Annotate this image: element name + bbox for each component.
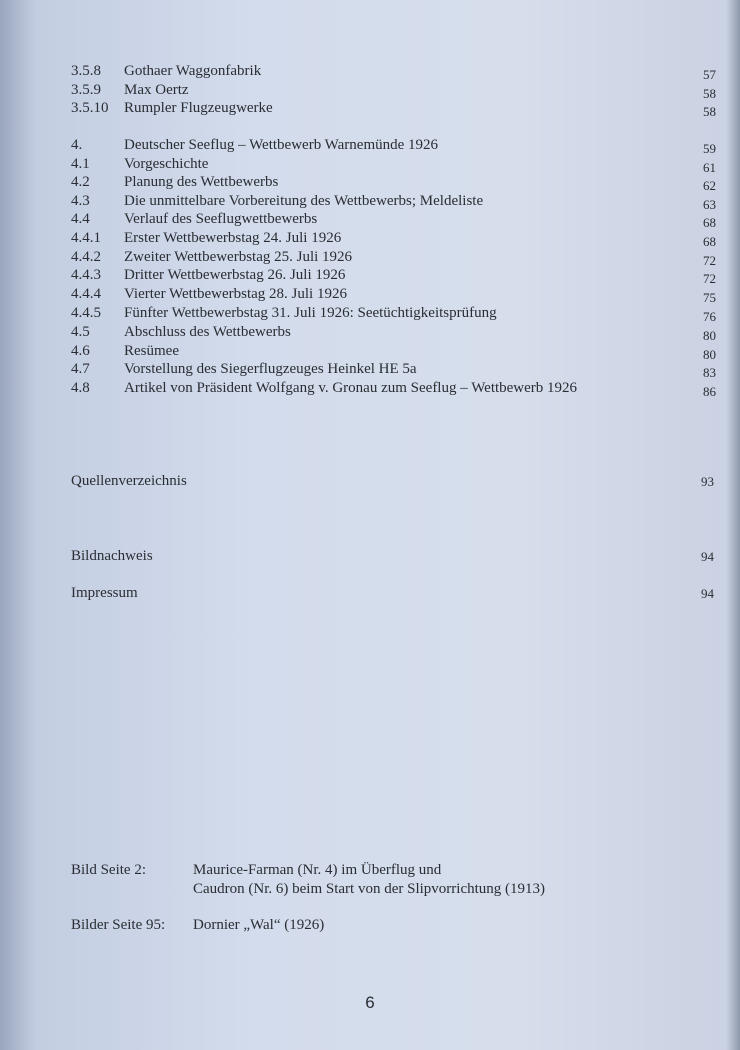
toc-page-number: 63 xyxy=(703,197,716,212)
toc-number: 4.3 xyxy=(71,193,90,209)
toc-entry xyxy=(0,323,740,341)
section-page-number: 94 xyxy=(701,586,714,601)
caption-text: Dornier „Wal“ (1926) xyxy=(193,917,325,933)
toc-title: Max Oertz xyxy=(124,82,189,98)
toc-entry xyxy=(0,173,740,191)
toc-page-number: 61 xyxy=(703,160,716,175)
section-label: Impressum xyxy=(71,585,138,601)
toc-number: 3.5.10 xyxy=(71,100,109,116)
toc-number: 4.5 xyxy=(71,324,90,340)
toc-number: 4. xyxy=(71,137,83,153)
toc-title: Die unmittelbare Vorbereitung des Wettbewerbs; Meldeliste xyxy=(124,193,484,209)
toc-page-number: 72 xyxy=(703,253,716,268)
toc-entry xyxy=(0,81,740,99)
toc-page-number: 83 xyxy=(703,365,716,380)
toc-title: Rumpler Flugzeugwerke xyxy=(124,100,273,116)
toc-title: Planung des Wettbewerbs xyxy=(124,174,279,190)
toc-page-number: 62 xyxy=(703,178,716,193)
toc-title: Abschluss des Wettbewerbs xyxy=(124,324,291,340)
toc-title: Resümee xyxy=(124,343,179,359)
toc-title: Vierter Wettbewerbstag 28. Juli 1926 xyxy=(124,286,347,302)
toc-title: Dritter Wettbewerbstag 26. Juli 1926 xyxy=(124,267,346,283)
toc-page-number: 80 xyxy=(703,347,716,362)
toc-title: Fünfter Wettbewerbstag 31. Juli 1926: Seetüchtigkeitsprüfung xyxy=(124,305,497,321)
section-label: Quellenverzeichnis xyxy=(71,473,187,489)
toc-number: 4.4.2 xyxy=(71,249,101,265)
toc-entry xyxy=(0,360,740,378)
section-page-number: 93 xyxy=(701,474,714,489)
toc-title: Zweiter Wettbewerbstag 25. Juli 1926 xyxy=(124,249,353,265)
toc-entry xyxy=(0,155,740,173)
toc-page-number: 72 xyxy=(703,271,716,286)
section-label: Bildnachweis xyxy=(71,548,153,564)
image-caption xyxy=(71,861,691,901)
toc-title: Vorstellung des Siegerflugzeuges Heinkel HE 5a xyxy=(124,361,417,377)
caption-text: Maurice-Farman (Nr. 4) im Überflug und xyxy=(193,862,442,878)
toc-entry xyxy=(0,285,740,303)
toc-page-number: 75 xyxy=(703,290,716,305)
toc-page-number: 80 xyxy=(703,328,716,343)
toc-entry xyxy=(0,99,740,117)
toc-page-number: 57 xyxy=(703,67,716,82)
toc-entry xyxy=(0,379,740,397)
toc-title: Deutscher Seeflug – Wettbewerb Warnemünde 1926 xyxy=(124,137,439,153)
toc-entry xyxy=(0,62,740,80)
image-caption xyxy=(71,916,691,936)
toc-title: Artikel von Präsident Wolfgang v. Gronau zum Seeflug – Wettbewerb 1926 xyxy=(124,380,578,396)
toc-entry xyxy=(0,304,740,322)
toc-page-number: 86 xyxy=(703,384,716,399)
toc-page-number: 68 xyxy=(703,234,716,249)
toc-number: 4.6 xyxy=(71,343,90,359)
toc-number: 4.7 xyxy=(71,361,90,377)
toc-number: 4.2 xyxy=(71,174,90,190)
toc-entry xyxy=(0,136,740,154)
toc-entry xyxy=(0,248,740,266)
page-edge-shadow xyxy=(726,0,740,1050)
toc-number: 3.5.8 xyxy=(71,63,101,79)
toc-title: Verlauf des Seeflugwettbewerbs xyxy=(124,211,318,227)
toc-title: Vorgeschichte xyxy=(124,156,209,172)
toc-entry xyxy=(0,229,740,247)
toc-number: 4.8 xyxy=(71,380,90,396)
toc-page-number: 59 xyxy=(703,141,716,156)
caption-label: Bilder Seite 95: xyxy=(71,917,166,933)
toc-number: 4.4.4 xyxy=(71,286,101,302)
toc-page-number: 58 xyxy=(703,104,716,119)
toc-entry xyxy=(0,210,740,228)
toc-page-number: 76 xyxy=(703,309,716,324)
toc-number: 4.4.3 xyxy=(71,267,101,283)
toc-page-number: 68 xyxy=(703,215,716,230)
page-number: 6 xyxy=(365,993,375,1012)
toc-number: 3.5.9 xyxy=(71,82,101,98)
toc-title: Erster Wettbewerbstag 24. Juli 1926 xyxy=(124,230,342,246)
toc-number: 4.4 xyxy=(71,211,90,227)
toc-number: 4.1 xyxy=(71,156,90,172)
toc-page-number: 58 xyxy=(703,86,716,101)
toc-number: 4.4.1 xyxy=(71,230,101,246)
toc-entry xyxy=(0,342,740,360)
caption-label: Bild Seite 2: xyxy=(71,862,146,878)
toc-entry xyxy=(0,266,740,284)
toc-title: Gothaer Waggonfabrik xyxy=(124,63,262,79)
section-page-number: 94 xyxy=(701,549,714,564)
toc-entry xyxy=(0,192,740,210)
caption-text: Caudron (Nr. 6) beim Start von der Slipvorrichtung (1913) xyxy=(193,881,546,897)
toc-number: 4.4.5 xyxy=(71,305,101,321)
